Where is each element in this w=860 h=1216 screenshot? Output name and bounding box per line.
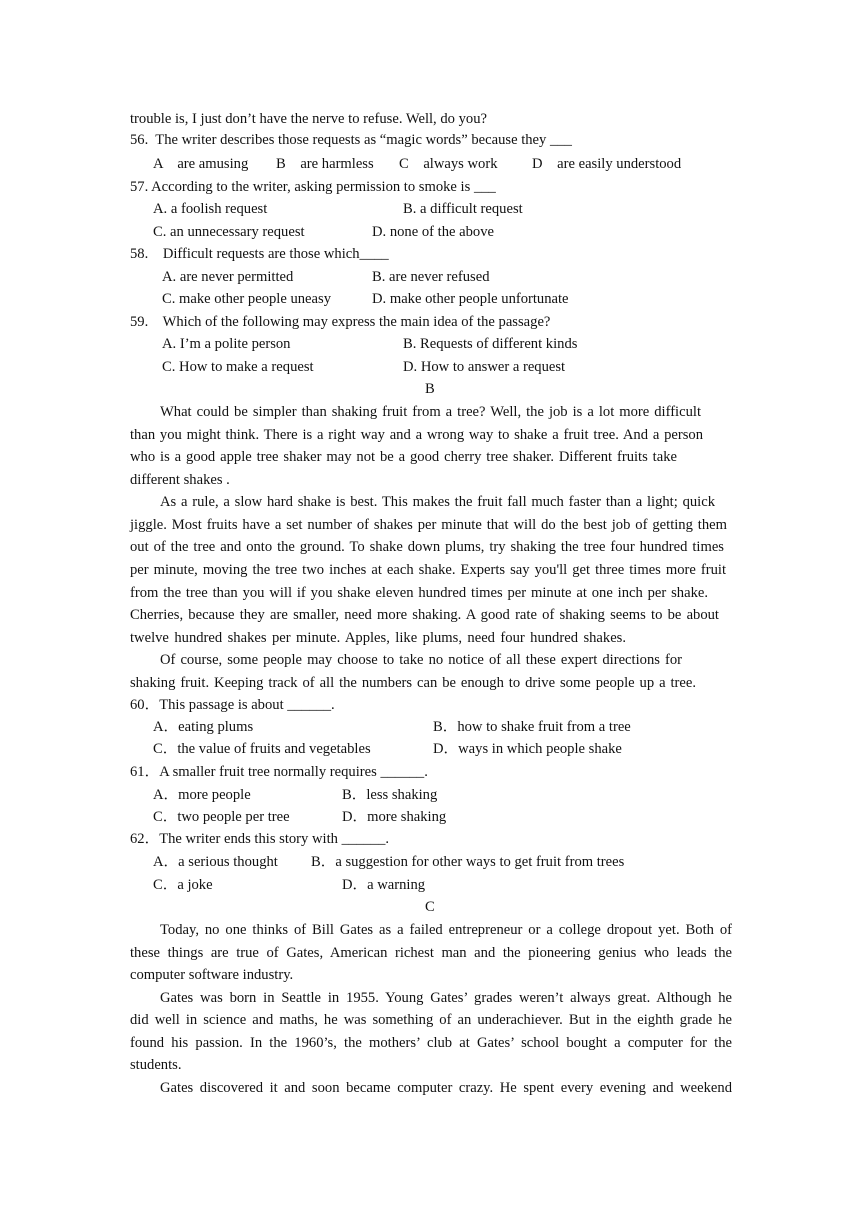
question-stem: 56. The writer describes those requests as “magic words” because they ___: [130, 132, 572, 148]
question-stem: 62．The writer ends this story with ______.: [130, 831, 390, 847]
option-d: D. make other people unfortunate: [372, 291, 569, 307]
paragraph-line: What could be simpler than shaking fruit from a tree? Well, the job is a lot more difficult: [160, 404, 701, 420]
paragraph-line: jiggle. Most fruits have a set number of shakes per minute that will do the best job of getting them: [130, 517, 727, 533]
paragraph-line: twelve hundred shakes per minute. Apples, like plums, need four hundred shakes.: [130, 630, 626, 646]
option-d: D．a warning: [342, 877, 426, 893]
option-a: A．a serious thought: [153, 854, 278, 870]
option-d: D. none of the above: [372, 224, 494, 240]
option-c: C. make other people uneasy: [162, 291, 331, 307]
paragraph-line: per minute, moving the tree two inches at each shake. Experts say you'll get three times more fruit: [130, 562, 726, 578]
paragraph-line: students.: [130, 1057, 182, 1073]
passage-a-ending: trouble is, I just don’t have the nerve to refuse. Well, do you?: [130, 111, 487, 127]
paragraph-line: Cherries, because they are smaller, need more shaking. A good rate of shaking seems to be about: [130, 607, 719, 623]
option-b: B．less shaking: [342, 787, 438, 803]
question-stem: 60．This passage is about ______.: [130, 697, 335, 713]
option-c: C. How to make a request: [162, 359, 314, 375]
paragraph-line: Gates was born in Seattle in 1955. Young Gates’ grades weren’t always great. Although he: [160, 990, 732, 1006]
option-a: A. I’m a polite person: [162, 336, 291, 352]
paragraph-line: from the tree than you will if you shake eleven hundred times per minute at one inch per shake.: [130, 585, 708, 601]
paragraph-line: shaking fruit. Keeping track of all the numbers can be enough to drive some people up a tree.: [130, 675, 696, 691]
option-b: B. Requests of different kinds: [403, 336, 578, 352]
option-c: C．the value of fruits and vegetables: [153, 741, 371, 757]
paragraph-line: computer software industry.: [130, 967, 294, 983]
option-c: C. an unnecessary request: [153, 224, 305, 240]
section-heading-c: C: [425, 899, 435, 915]
option-a: A．more people: [153, 787, 251, 803]
option-d: D．ways in which people shake: [433, 741, 622, 757]
option-b: B are harmless: [276, 156, 374, 172]
option-c: C．a joke: [153, 877, 213, 893]
paragraph-line: Of course, some people may choose to take no notice of all these expert directions for: [160, 652, 682, 668]
option-b: B. are never refused: [372, 269, 490, 285]
option-a: A．eating plums: [153, 719, 254, 735]
option-a: A. a foolish request: [153, 201, 268, 217]
paragraph-line: Gates discovered it and soon became computer crazy. He spent every evening and weekend: [160, 1080, 732, 1096]
option-b: B．how to shake fruit from a tree: [433, 719, 631, 735]
paragraph-line: who is a good apple tree shaker may not be a good cherry tree shaker. Different fruits take: [130, 449, 677, 465]
option-a: A are amusing: [153, 156, 249, 172]
paragraph-line: these things are true of Gates, American richest man and the pioneering genius who leads the: [130, 945, 732, 961]
question-stem: 59. Which of the following may express the main idea of the passage?: [130, 314, 551, 330]
question-stem: 58. Difficult requests are those which____: [130, 246, 389, 262]
option-d: D are easily understood: [532, 156, 682, 172]
paragraph-line: different shakes .: [130, 472, 230, 488]
paragraph-line: found his passion. In the 1960’s, the mothers’ club at Gates’ school bought a computer for the: [130, 1035, 732, 1051]
option-c: C．two people per tree: [153, 809, 290, 825]
option-c: C always work: [399, 156, 498, 172]
question-stem: 61．A smaller fruit tree normally requires ______.: [130, 764, 428, 780]
section-heading-b: B: [425, 381, 435, 397]
question-stem: 57. According to the writer, asking permission to smoke is ___: [130, 179, 496, 195]
paragraph-line: out of the tree and onto the ground. To shake down plums, try shaking the tree four hundred times: [130, 539, 724, 555]
option-b: B．a suggestion for other ways to get fruit from trees: [311, 854, 625, 870]
paragraph-line: As a rule, a slow hard shake is best. This makes the fruit fall much faster than a light; quick: [160, 494, 715, 510]
option-a: A. are never permitted: [162, 269, 294, 285]
option-b: B. a difficult request: [403, 201, 523, 217]
paragraph-line: than you might think. There is a right way and a wrong way to shake a fruit tree. And a person: [130, 427, 703, 443]
paragraph-line: Today, no one thinks of Bill Gates as a failed entrepreneur or a college dropout yet. Both of: [160, 922, 732, 938]
paragraph-line: did well in science and maths, he was something of an underachiever. But in the eighth grade he: [130, 1012, 732, 1028]
option-d: D．more shaking: [342, 809, 447, 825]
option-d: D. How to answer a request: [403, 359, 566, 375]
